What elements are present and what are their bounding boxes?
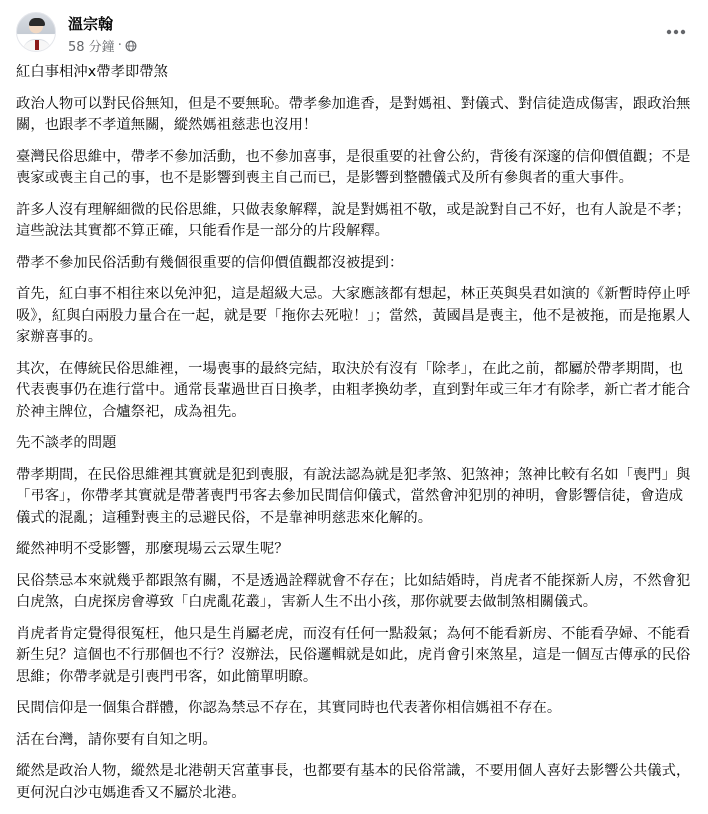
post-paragraph: 許多人沒有理解細微的民俗思維，只做表象解釋，說是對媽祖不敬，或是說對自己不好，也有人說是不孝；這些說法其實都不算正確，只能看作是一部分的片段解釋。 [16, 201, 691, 239]
avatar-tie [35, 40, 39, 50]
post-paragraph: 臺灣民俗思維中，帶孝不參加活動，也不參加喜事，是很重要的社會公約，背後有深邃的信仰價值觀；不是喪家或喪主自己的事，也不是影響到喪主自己而已，是影響到整體儀式及所有參與者的重大事件。 [16, 148, 691, 186]
avatar[interactable] [16, 12, 56, 52]
post-paragraph: 民間信仰是一個集合群體，你認為禁忌不存在，其實同時也代表著你相信媽祖不存在。 [16, 700, 562, 716]
globe-icon[interactable] [125, 40, 137, 52]
post-paragraph: 活在台灣，請你要有自知之明。 [16, 731, 217, 748]
post-timestamp[interactable]: 58 分鐘 [68, 40, 115, 55]
post-paragraph: 縱然是政治人物，縱然是北港朝天宮董事長，也都要有基本的民俗常識，不要用個人喜好去影響公共儀式，更何況白沙屯媽進香又不屬於北港。 [16, 763, 691, 801]
post-meta [68, 36, 137, 55]
meta-separator: · [117, 38, 122, 53]
post-paragraph: 先不談孝的問題 [16, 435, 117, 451]
post-paragraph-title: 紅白事相沖x帶孝即帶煞 [16, 64, 168, 80]
post-paragraph: 其次，在傳統民俗思維裡，一場喪事的最終完結，取決於有沒有「除孝」，在此之前，都屬於帶孝期間，也代表喪事仍在進行當中。通常長輩過世百日換孝，由粗孝換幼孝，直到對年或三年才有除孝，新亡者才能合於神主牌位，合爐祭祀，成為祖先。 [16, 360, 691, 420]
post-paragraph: 民俗禁忌本來就幾乎都跟煞有關，不是透過詮釋就會不存在；比如結婚時，肖虎者不能探新人房，不然會犯白虎煞，白虎探房會導致「白虎亂花叢」，害新人生不出小孩，那你就要去做制煞相關儀式。 [16, 572, 691, 610]
post-paragraph: 首先，紅白事不相往來以免沖犯，這是超級大忌。大家應該都有想起，林正英與吳君如演的《新暫時停止呼吸》，紅與白兩股力量合在一起，就是要「拖你去死啦！」；當然，黃國昌是喪主，他不是被拖，而是拖累人家辦喜事的。 [16, 286, 691, 345]
avatar-hair [29, 18, 45, 26]
more-options-icon [666, 29, 686, 35]
author-name[interactable]: 溫宗翰 [68, 15, 114, 33]
post-paragraph: 縱然神明不受影響，那麼現場云云眾生呢？ [16, 541, 289, 557]
post-header [16, 12, 692, 56]
post-content [16, 62, 696, 814]
post-paragraph: 帶孝期間，在民俗思維裡其實就是犯到喪服，有說法認為就是犯孝煞、犯煞神；煞神比較有名如「喪門」與「弔客」，你帶孝其實就是帶著喪門弔客去參加民間信仰儀式，當然會沖犯別的神明，會影響信徒，會造成儀式的混亂；這種對喪主的忌避民俗，不是靠神明慈悲來化解的。 [16, 466, 691, 526]
more-options-button[interactable] [660, 16, 692, 48]
post-paragraph: 肖虎者肯定覺得很冤枉，他只是生肖屬老虎，而沒有任何一點殺氣；為何不能看新房、不能看孕婦、不能看新生兒？這個也不行那個也不行？沒辦法，民俗邏輯就是如此，虎肖會引來煞星，這是一個亙古傳承的民俗思維；你帶孝就是引喪門弔客，如此簡單明瞭。 [16, 625, 691, 685]
post-paragraph: 政治人物可以對民俗無知，但是不要無恥。帶孝參加進香，是對媽祖、對儀式、對信徒造成傷害，跟政治無關，也跟孝不孝道無關，縱然媽祖慈悲也沒用！ [16, 95, 691, 133]
post-paragraph: 帶孝不參加民俗活動有幾個很重要的信仰價值觀都沒被提到： [16, 254, 404, 271]
